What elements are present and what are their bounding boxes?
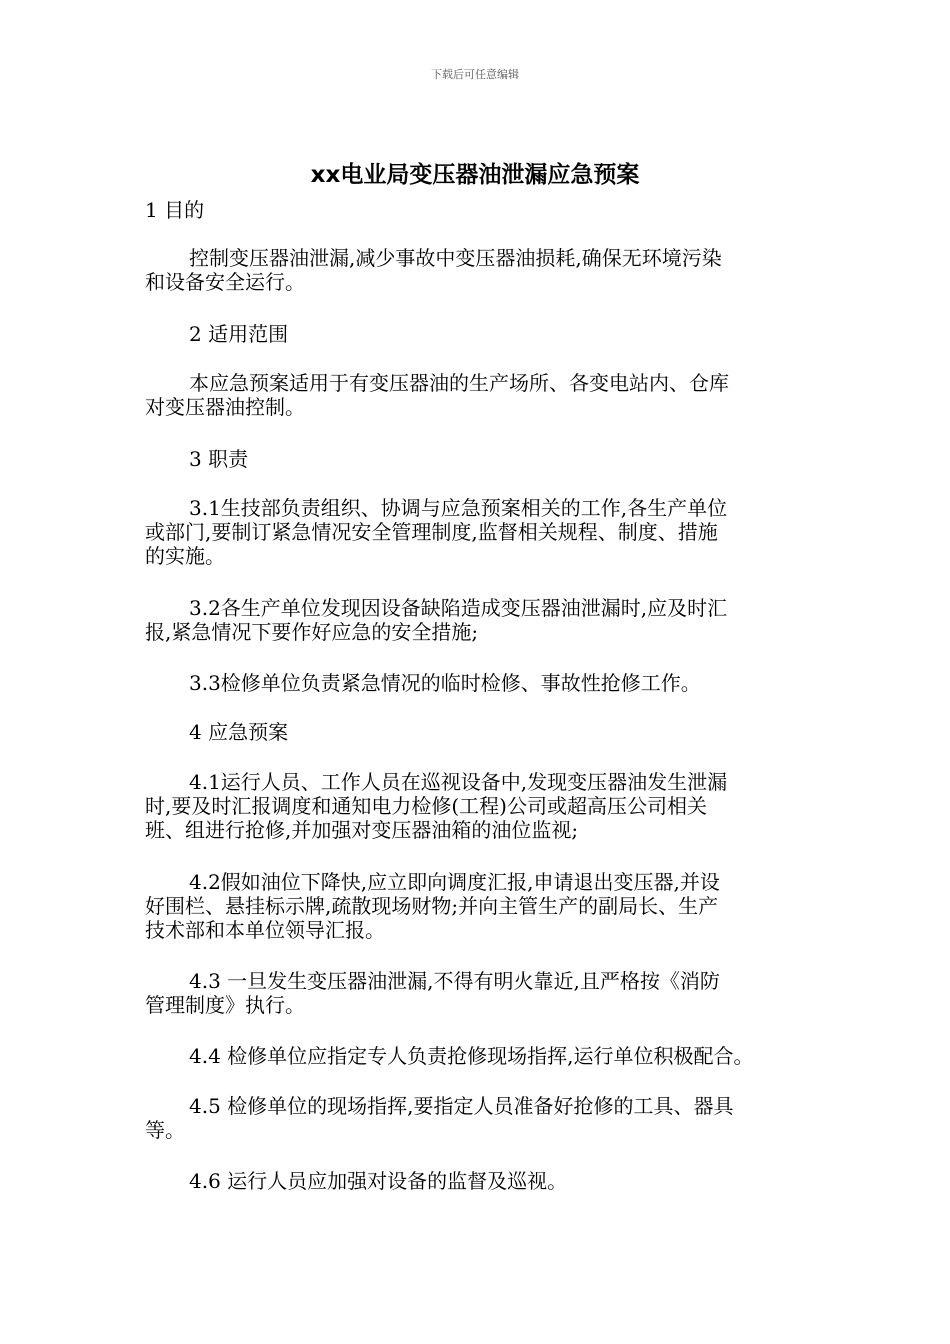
paragraph-4-4 bbox=[145, 1044, 813, 1068]
text-line: 4 应急预案 bbox=[189, 720, 289, 744]
text-line: 报,紧急情况下要作好应急的安全措施; bbox=[145, 620, 479, 644]
text-line: 等。 bbox=[145, 1118, 185, 1142]
paragraph-4-2 bbox=[145, 870, 813, 942]
section-heading-scope bbox=[145, 322, 813, 346]
text-line: 4.5 检修单位的现场指挥,要指定人员准备好抢修的工具、器具 bbox=[189, 1094, 734, 1118]
text-line: 3.1生技部负责组织、协调与应急预案相关的工作,各生产单位 bbox=[189, 496, 728, 520]
text-line: 2 适用范围 bbox=[189, 322, 289, 346]
text-line: 班、组进行抢修,并加强对变压器油箱的油位监视; bbox=[145, 818, 579, 842]
page-header-note: 下载后可任意编辑 bbox=[431, 68, 519, 81]
text-line: 4.6 运行人员应加强对设备的监督及巡视。 bbox=[189, 1169, 568, 1193]
paragraph-4-3 bbox=[145, 969, 813, 1017]
text-line: 控制变压器油泄漏,减少事故中变压器油损耗,确保无环境污染 bbox=[189, 246, 722, 270]
text-line: 或部门,要制订紧急情况安全管理制度,监督相关规程、制度、措施 bbox=[145, 520, 718, 544]
paragraph-4-6 bbox=[145, 1169, 813, 1193]
paragraph-scope bbox=[145, 371, 813, 419]
section-heading-purpose bbox=[145, 198, 813, 222]
text-line: 本应急预案适用于有变压器油的生产场所、各变电站内、仓库 bbox=[189, 371, 729, 395]
text-line: 1 目的 bbox=[145, 198, 205, 222]
text-line: 3.3检修单位负责紧急情况的临时检修、事故性抢修工作。 bbox=[189, 671, 701, 695]
text-line: 好围栏、悬挂标示牌,疏散现场财物;并向主管生产的副局长、生产 bbox=[145, 894, 719, 918]
paragraph-purpose bbox=[145, 246, 813, 294]
paragraph-4-1 bbox=[145, 770, 813, 842]
text-line: 4.3 一旦发生变压器油泄漏,不得有明火靠近,且严格按《消防 bbox=[189, 969, 720, 993]
text-line: 时,要及时汇报调度和通知电力检修(工程)公司或超高压公司相关 bbox=[145, 794, 707, 818]
section-heading-emergency-plan bbox=[145, 720, 813, 744]
text-line: 和设备安全运行。 bbox=[145, 270, 305, 294]
text-line: 4.4 检修单位应指定专人负责抢修现场指挥,运行单位积极配合。 bbox=[189, 1044, 754, 1068]
document-title: xx电业局变压器油泄漏应急预案 bbox=[310, 162, 640, 188]
text-line: 4.2假如油位下降快,应立即向调度汇报,申请退出变压器,并设 bbox=[189, 870, 720, 894]
text-line: 3 职责 bbox=[189, 447, 249, 471]
paragraph-3-1 bbox=[145, 496, 813, 568]
text-line: 技术部和本单位领导汇报。 bbox=[145, 918, 385, 942]
text-line: 4.1运行人员、工作人员在巡视设备中,发现变压器油发生泄漏 bbox=[189, 770, 728, 794]
text-line: 的实施。 bbox=[145, 544, 225, 568]
paragraph-3-2 bbox=[145, 596, 813, 644]
paragraph-3-3 bbox=[145, 671, 813, 695]
text-line: 3.2各生产单位发现因设备缺陷造成变压器油泄漏时,应及时汇 bbox=[189, 596, 728, 620]
paragraph-4-5 bbox=[145, 1094, 813, 1142]
text-line: 管理制度》执行。 bbox=[145, 993, 305, 1017]
text-line: 对变压器油控制。 bbox=[145, 395, 305, 419]
section-heading-responsibilities bbox=[145, 447, 813, 471]
